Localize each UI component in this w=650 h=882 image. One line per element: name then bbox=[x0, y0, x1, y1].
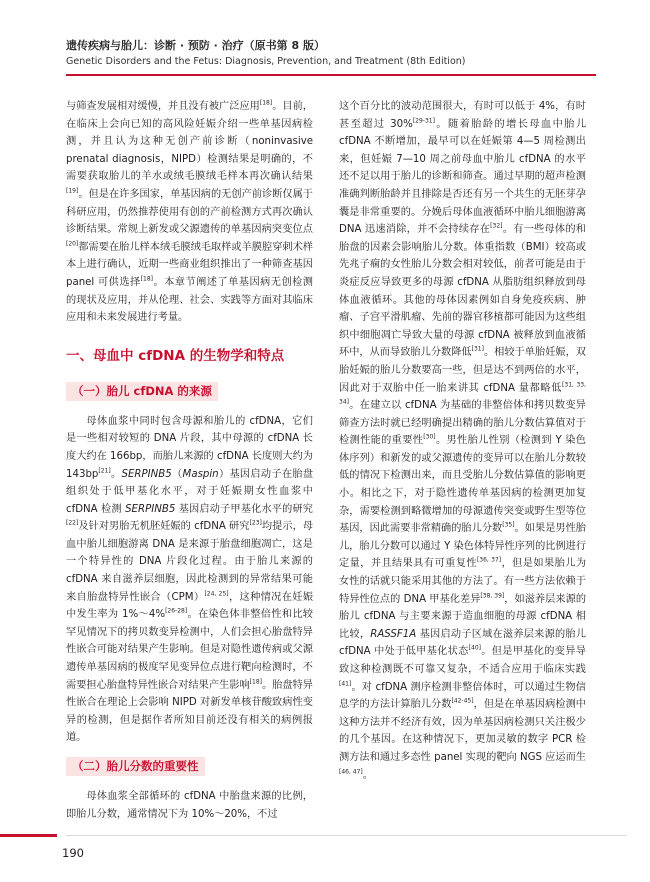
running-header-title-en: Genetic Disorders and the Fetus: Diagnosis, Prevention, and Treatment (8th Edition) bbox=[66, 56, 466, 67]
page-number: 190 bbox=[62, 846, 84, 860]
section-heading: 一、母血中 cfDNA 的生物学和特点 bbox=[66, 347, 285, 364]
citation: [18] bbox=[259, 99, 273, 107]
paragraph-fetal-fraction-start: 母体血浆全部循环的 cfDNA 中胎盘来源的比例，即胎儿分数，通常情况下为 10%～20%，不过 bbox=[66, 791, 313, 820]
citation: [32] bbox=[490, 222, 503, 230]
citation: [31, 33, 34] bbox=[339, 381, 586, 406]
citation: [41] bbox=[339, 680, 352, 688]
citation: [35] bbox=[502, 521, 515, 529]
citation: [24, 25] bbox=[204, 590, 229, 598]
citation: [46, 47] bbox=[339, 768, 363, 776]
paragraph-fetal-cfdna-source: 母体血浆中同时包含母源和胎儿的 cfDNA，它们是一些相对较短的 DNA 片段，其中母源的 cfDNA 长度大约在 166bp，而胎儿来源的 cfDNA 长度则大约为 143bp[21]。SERPINB5（Maspin）基因启动子在胎盘组织处于低甲基化水平，对于妊娠期女性血浆中 cfDNA 检测 SERPINB5 基因启动子甲基化水平的研究[22]及针对男胎无机胚妊娠的 cfDNA 研究[23]均提示，母血中胎儿细胞游离 DNA 是来源于胎盘细胞凋亡，这是一个特异性的 DNA 片段化过程。由于胎儿来源的 cfDNA 来自滋养层细胞，因此检测到的异常结果可能来自胎盘特异性嵌合（CPM）[24, 25]，这种情况在妊娠中发生率为 1%～4%[26-28]。在染色体非整倍性和比较罕见情况下的拷贝数变异检测中，人们会担心胎盘特异性嵌合可能对结果产生影响。但是对隐性遗传病或父源遗传单基因病的极度罕见变异位点进行靶向检测时，不需要担心胎盘特异性嵌合对结果产生影响[18]。胎盘特异性嵌合在理论上会影响 NIPD 对新发单核苷酸致病性变异的检测，但是据作者所知目前还没有相关的病例报道。 bbox=[66, 415, 314, 744]
citation: [20] bbox=[66, 240, 79, 248]
left-column bbox=[66, 98, 313, 823]
running-header-title-zh: 遗传疾病与胎儿：诊断 · 预防 · 治疗（原书第 8 版） bbox=[66, 39, 325, 52]
footer-divider bbox=[66, 835, 626, 836]
right-column bbox=[339, 98, 586, 784]
citation: [42-45] bbox=[451, 697, 474, 705]
citation: [21] bbox=[98, 467, 111, 475]
citation: [40] bbox=[468, 645, 481, 653]
citation: [29-31] bbox=[412, 117, 435, 125]
citation: [26-28] bbox=[165, 607, 188, 615]
citation: [30] bbox=[423, 433, 436, 441]
paragraph-fetal-fraction-continued: 这个百分比的波动范围很大，有时可以低于 4%，有时甚至超过 30%[29-31]。随着胎龄的增长母血中胎儿 cfDNA 不断增加，最早可以在妊娠第 4—5 周检测出来，但妊娠 7—10 周之前母血中胎儿 cfDNA 的水平还不足以用于胎儿的诊断和筛查。通过早期的超声检测准确判断胎龄并且排除是否还有另一个共生的无胚芽孕囊是非常重要的。分娩后母体血液循环中胎儿细胞游离 DNA 迅速消除，并不会持续存在[32]。有一些母体的和胎盘的因素会影响胎儿分数。体重指数（BMI）较高或先兆子痫的女性胎儿分数会相对较低，前者可能是由于炎症反应导致更多的母源 cfDNA 从脂肪组织释放到母体血液循环。其他的母体因素例如自身免疫疾病、肿瘤、子宫平滑肌瘤、先前的器官移植都可能因为这些组织中细胞凋亡导致大量的母源 cfDNA 被释放到血液循环中，从而导致胎儿分数降低[31]。相较于单胎妊娠，双胎妊娠的胎儿分数要高一些，但是达不到两倍的水平，因此对于双胎中任一胎来讲其 cfDNA 量都略低[31, 33, 34]。在建立以 cfDNA 为基础的非整倍体和拷贝数变异筛查方法时就已经明确提出精确的胎儿分数估算值对于检测性能的重要性[30]。男性胎儿性别（检测到 Y 染色体序列）和新发的或父源遗传的变异可以在胎儿分数较低的情况下检测出来，而且受胎儿分数估算值的影响更小。相比之下，对于隐性遗传单基因病的检测更加复杂，需要检测到略微增加的母源遗传突变或野生型等位基因，因此需要非常精确的胎儿分数[35]。如果是男性胎儿，胎儿分数可以通过 Y 染色体特异性序列的比例进行定量，并且结果具有可重复性[36, 37]，但是如果胎儿为女性的话就只能采用其他的方法了。有一些方法依赖于特异性位点的 DNA 甲基化差异[38, 39]，如滋养层来源的胎儿 cfDNA 与主要来源于造血细胞的母源 cfDNA 相比较，RASSF1A 基因启动子区域在滋养层来源的胎儿 cfDNA 中处于低甲基化状态[40]。但是甲基化的变异导致这种检测既不可靠又复杂，不适合应用于临床实践[41]。对 cfDNA 测序检测非整倍体时，可以通过生物信息学的方法计算胎儿分数[42-45]，但是在单基因病检测中这种方法并不经济有效，因为单基因病检测只关注极少的几个基因。在这种情况下，更加灵敏的数字 PCR 检测方法和通过多态性 panel 实现的靶向 NGS 应运而生[46, 47]。 bbox=[339, 101, 587, 781]
citation: [36, 37] bbox=[476, 557, 502, 565]
header-divider bbox=[66, 74, 596, 76]
citation: [18] bbox=[249, 678, 262, 686]
subsection-heading-fetal-fraction: （二）胎儿分数的重要性 bbox=[66, 757, 205, 776]
running-header bbox=[66, 38, 626, 69]
footer-accent-bar bbox=[0, 834, 57, 837]
citation: [23] bbox=[249, 519, 262, 527]
citation: [18] bbox=[140, 275, 153, 283]
paragraph-intro-continued: 与筛查发展相对缓慢，并且没有被广泛应用[18]。目前，在临床上会向已知的高风险妊娠介绍一些单基因病检测，并且认为这种无创产前诊断（noninvasive prenatal diagnosis，NIPD）检测结果是明确的，不需要获取胎儿的羊水或绒毛膜绒毛样本再次确认结果[19]。但是在许多国家，单基因病的无创产前诊断仅属于科研应用，仍然推荐使用有创的产前检测方式再次确认诊断结果。常规上新发或父源遗传的单基因病突变位点[20]都需要在胎儿样本绒毛膜绒毛取样或羊膜腔穿刺术样本上进行确认，近期一些商业组织推出了一种筛查基因 panel 可供选择[18]。本章节阐述了单基因病无创检测的现状及应用，并从伦理、社会、实践等方面对其临床应用和未来发展进行考量。 bbox=[66, 99, 313, 324]
subsection-heading-fetal-cfdna-source: （一）胎儿 cfDNA 的来源 bbox=[66, 382, 218, 401]
citation: [31] bbox=[471, 345, 484, 353]
citation: [22] bbox=[66, 519, 79, 527]
citation: [38, 39] bbox=[480, 592, 505, 600]
citation: [19] bbox=[66, 187, 79, 195]
